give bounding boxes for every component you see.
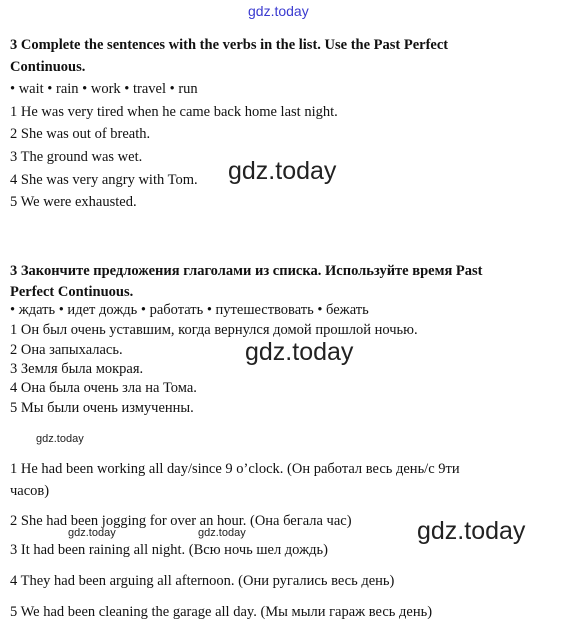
exercise-ru-title-line1: 3 Закончите предложения глаголами из списка. Используйте время Past: [10, 263, 483, 279]
exercise-ru-word-list: • ждать • идет дождь • работать • путешествовать • бежать: [10, 302, 369, 318]
exercise-en-sentence-2: 2 She was out of breath.: [10, 126, 151, 142]
exercise-ru-sentence-5: 5 Мы были очень измученны.: [10, 400, 194, 416]
watermark-2: gdz.today: [245, 338, 354, 366]
answer-5: 5 We had been cleaning the garage all day. (Мы мыли гараж весь день): [10, 604, 433, 620]
watermark-top: gdz.today: [248, 3, 309, 19]
exercise-ru-sentence-3: 3 Земля была мокрая.: [10, 361, 144, 377]
exercise-ru-sentence-2: 2 Она запыхалась.: [10, 342, 123, 358]
answer-3: 3 It had been raining all night. (Всю ночь шел дождь): [10, 542, 328, 558]
watermark-small-3: gdz.today: [198, 527, 246, 539]
watermark-3: gdz.today: [417, 517, 526, 545]
watermark-small-2: gdz.today: [68, 527, 116, 539]
answer-4: 4 They had been arguing all afternoon. (Они ругались весь день): [10, 573, 395, 589]
exercise-en-sentence-4: 4 She was very angry with Tom.: [10, 172, 198, 188]
exercise-ru-sentence-1: 1 Он был очень уставшим, когда вернулся домой прошлой ночью.: [10, 322, 418, 338]
exercise-en-word-list: • wait • rain • work • travel • run: [10, 81, 198, 97]
exercise-en-sentence-1: 1 He was very tired when he came back home last night.: [10, 104, 338, 120]
answer-2: 2 She had been jogging for over an hour. (Она бегала час): [10, 513, 352, 529]
exercise-en-sentence-5: 5 We were exhausted.: [10, 194, 137, 210]
answer-1-line2: часов): [10, 483, 50, 499]
watermark-small-1: gdz.today: [36, 433, 84, 445]
answer-1-line1: 1 He had been working all day/since 9 o’clock. (Он работал весь день/с 9ти: [10, 461, 460, 477]
exercise-ru-sentence-4: 4 Она была очень зла на Тома.: [10, 380, 197, 396]
exercise-en-title-line1: 3 Complete the sentences with the verbs in the list. Use the Past Perfect: [10, 37, 449, 53]
exercise-en-title-line2: Continuous.: [10, 59, 86, 75]
exercise-ru-title-line2: Perfect Continuous.: [10, 284, 134, 300]
watermark-1: gdz.today: [228, 157, 337, 185]
exercise-en-sentence-3: 3 The ground was wet.: [10, 149, 143, 165]
